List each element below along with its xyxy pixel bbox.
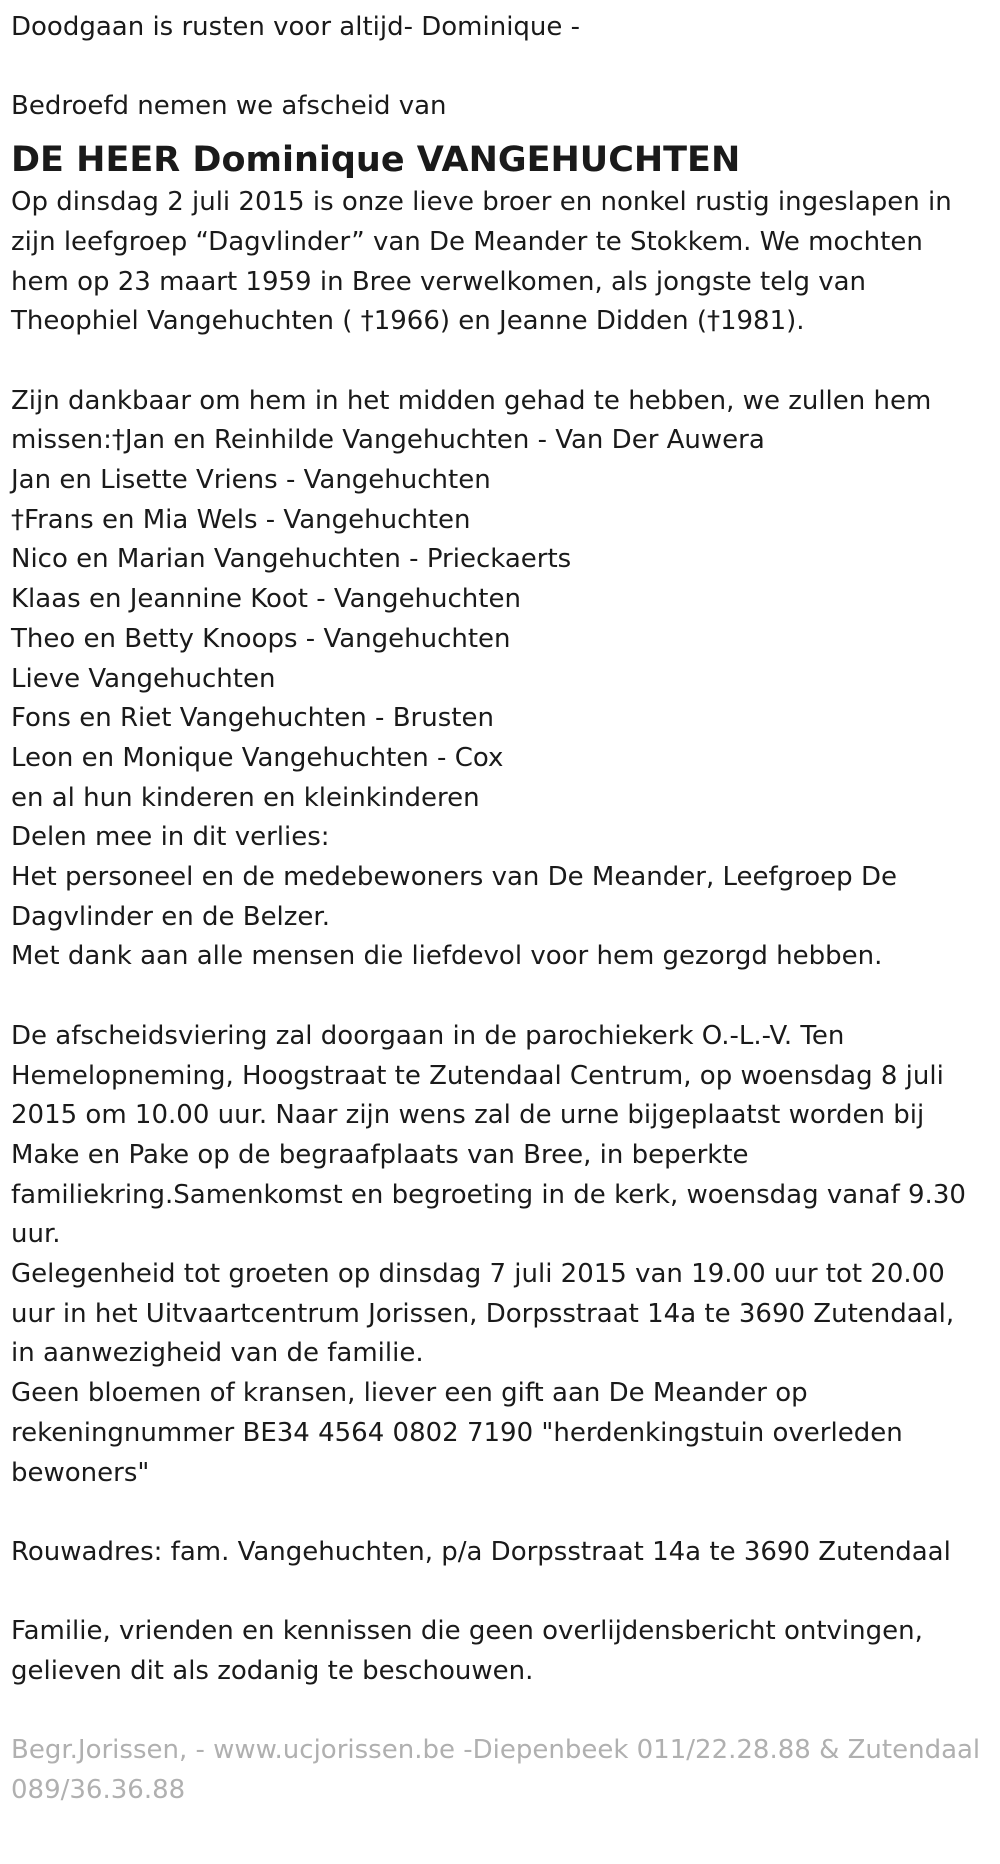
text-line: zijn leefgroep “Dagvlinder” van De Meander te Stokkem. We mochten — [11, 226, 923, 257]
text-line: Make en Pake op de begraafplaats van Bree, in beperkte — [11, 1139, 749, 1170]
text-line: Hemelopneming, Hoogstraat te Zutendaal Centrum, op woensdag 8 juli — [11, 1060, 944, 1091]
family-member: Nico en Marian Vangehuchten - Prieckaerts — [11, 544, 572, 575]
text-line: bewoners" — [11, 1457, 150, 1488]
text-line: Theophiel Vangehuchten ( †1966) en Jeanne Didden (†1981). — [11, 306, 805, 337]
text-line: Geen bloemen of kransen, liever een gift aan De Meander op — [11, 1378, 808, 1409]
text-line: Dagvlinder en de Belzer. — [11, 901, 330, 932]
text-line: in aanwezigheid van de familie. — [11, 1338, 424, 1369]
text-line: uur. — [11, 1219, 61, 1250]
spacer — [11, 1493, 989, 1533]
notice-paragraph — [11, 1612, 989, 1691]
family-member: Leon en Monique Vangehuchten - Cox — [11, 742, 504, 773]
text-line: Zijn dankbaar om hem in het midden gehad te hebben, we zullen hem — [11, 385, 932, 416]
text-line: Het personeel en de medebewoners van De Meander, Leefgroep De — [11, 862, 897, 893]
family-member: missen:†Jan en Reinhilde Vangehuchten - Van Der Auwera — [11, 425, 765, 456]
mourning-address: Rouwadres: fam. Vangehuchten, p/a Dorpsstraat 14a te 3690 Zutendaal — [11, 1536, 951, 1567]
footer-line: 089/36.36.88 — [11, 1775, 186, 1806]
text-line: hem op 23 maart 1959 in Bree verwelkomen, als jongste telg van — [11, 266, 867, 297]
spacer — [11, 1573, 989, 1613]
text-line: en al hun kinderen en kleinkinderen — [11, 782, 480, 813]
funeral-home-footer — [11, 1731, 989, 1810]
text-line: 2015 om 10.00 uur. Naar zijn wens zal de urne bijgeplaatst worden bij — [11, 1100, 925, 1131]
text-line: Familie, vrienden en kennissen die geen overlijdensbericht ontvingen, — [11, 1616, 923, 1647]
footer-line: Begr.Jorissen, - www.ucjorissen.be -Diepenbeek 011/22.28.88 & Zutendaal — [11, 1735, 981, 1766]
family-list — [11, 382, 989, 978]
ceremony-details — [11, 1017, 989, 1493]
text-line: De afscheidsviering zal doorgaan in de parochiekerk O.-L.-V. Ten — [11, 1020, 845, 1051]
family-member: Fons en Riet Vangehuchten - Brusten — [11, 703, 494, 734]
opening-quote: Doodgaan is rusten voor altijd- Dominique - — [11, 12, 581, 42]
text-line: gelieven dit als zodanig te beschouwen. — [11, 1656, 534, 1687]
text-line: Met dank aan alle mensen die liefdevol voor hem gezorgd hebben. — [11, 941, 883, 972]
spacer — [11, 342, 989, 382]
intro-text: Bedroefd nemen we afscheid van — [11, 91, 447, 122]
spacer — [11, 977, 989, 1017]
family-member: Theo en Betty Knoops - Vangehuchten — [11, 623, 511, 654]
spacer — [11, 1692, 989, 1732]
text-line: Gelegenheid tot groeten op dinsdag 7 juli 2015 van 19.00 uur tot 20.00 — [11, 1259, 945, 1290]
family-member: †Frans en Mia Wels - Vangehuchten — [11, 504, 471, 535]
announcement-paragraph — [11, 183, 989, 342]
text-line: Delen mee in dit verlies: — [11, 822, 330, 853]
family-member: Klaas en Jeannine Koot - Vangehuchten — [11, 584, 521, 615]
text-line: rekeningnummer BE34 4564 0802 7190 "herdenkingstuin overleden — [11, 1417, 903, 1448]
spacer — [11, 48, 989, 88]
deceased-name-title: DE HEER Dominique VANGEHUCHTEN — [11, 140, 741, 181]
family-member: Lieve Vangehuchten — [11, 663, 276, 694]
text-line: Op dinsdag 2 juli 2015 is onze lieve broer en nonkel rustig ingeslapen in — [11, 187, 952, 218]
family-member: Jan en Lisette Vriens - Vangehuchten — [11, 465, 491, 495]
text-line: uur in het Uitvaartcentrum Jorissen, Dorpsstraat 14a te 3690 Zutendaal, — [11, 1298, 955, 1329]
text-line: familiekring.Samenkomst en begroeting in de kerk, woensdag vanaf 9.30 — [11, 1179, 966, 1210]
